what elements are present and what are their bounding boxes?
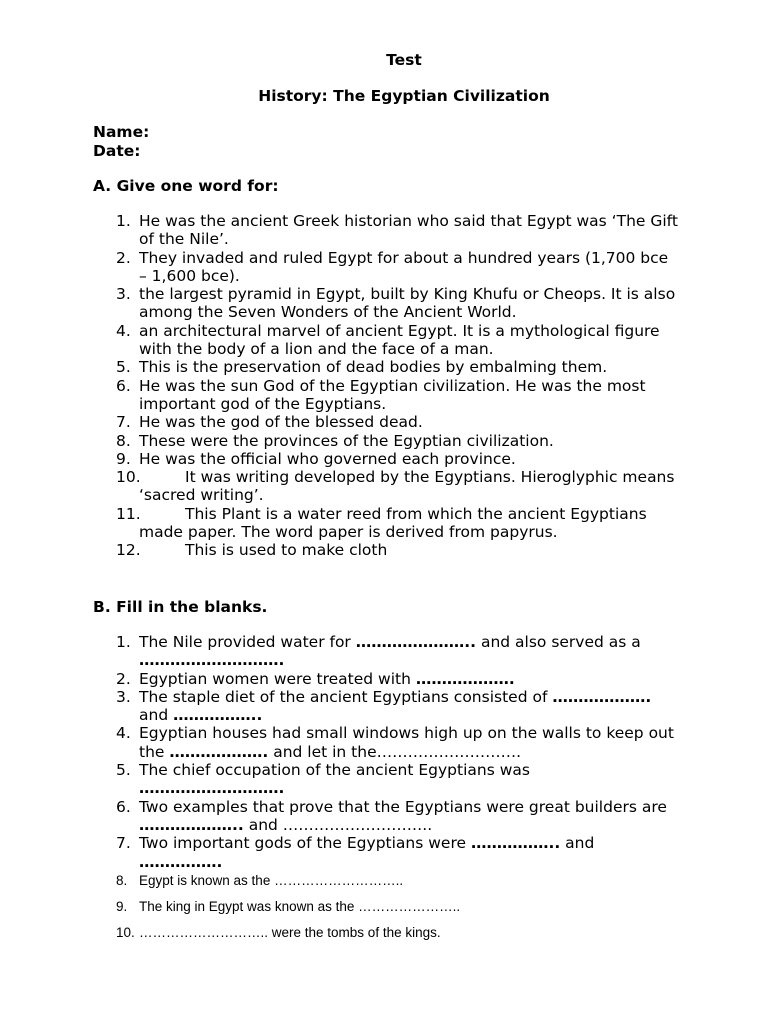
item-text: It was writing developed by the Egyptians. Hieroglyphic means ‘sacred writing’. (139, 468, 675, 505)
section-a-item (0, 212, 768, 249)
answer-blank: ……………………….. (274, 873, 404, 888)
section-b-item (0, 798, 768, 835)
section-b-item (0, 633, 768, 670)
section-b-list (0, 633, 768, 871)
item-text (139, 872, 679, 890)
item-number: 4. (116, 321, 131, 340)
item-text-part: Egypt is known as the (139, 873, 275, 888)
item-text (139, 724, 679, 761)
item-number: 11. (116, 504, 141, 523)
item-number: 9. (116, 899, 128, 914)
item-text: This is used to make cloth (185, 541, 388, 560)
item-text-part: and let in the (268, 742, 377, 761)
section-a-item (0, 358, 768, 376)
item-text (139, 898, 679, 916)
item-text-part: and also served as a (476, 633, 641, 651)
section-b-item (0, 834, 768, 871)
answer-blank: ……………….. (139, 815, 244, 834)
date-label: Date: (93, 141, 141, 160)
section-b-extra-list (0, 872, 768, 950)
item-text-part: The king in Egypt was known as the (139, 899, 359, 914)
item-number: 10. (116, 925, 135, 940)
item-text: He was the sun God of the Egyptian civilization. He was the most important god of the Egyptians. (139, 376, 646, 413)
item-text (139, 633, 679, 670)
section-a-item (0, 377, 768, 414)
answer-blank: ………………….. (358, 899, 461, 914)
section-b-item (0, 872, 768, 898)
section-b-item (0, 924, 768, 950)
item-number: 9. (116, 449, 131, 468)
section-a-item (0, 432, 768, 450)
section-b-item (0, 724, 768, 761)
answer-blank: ………………………. (139, 779, 285, 798)
answer-blank: …………….. (470, 834, 561, 853)
item-text-part: The staple diet of the ancient Egyptians consisted of (139, 687, 553, 706)
answer-blank: ………………………. (139, 651, 285, 670)
item-number: 7. (116, 413, 131, 432)
section-a-item (0, 413, 768, 431)
item-text-part: and (139, 706, 174, 725)
item-text (139, 670, 679, 688)
item-number: 4. (116, 724, 131, 743)
item-text-part: The chief occupation of the ancient Egyptians was (139, 761, 530, 780)
item-text: This is the preservation of dead bodies by embalming them. (139, 358, 608, 377)
item-number: 10. (116, 468, 141, 487)
item-text-part: and (243, 815, 283, 834)
item-number: 3. (116, 285, 131, 304)
section-a-item (0, 450, 768, 468)
item-text: These were the provinces of the Egyptian civilization. (139, 431, 554, 450)
answer-blank: ………………. (552, 687, 652, 706)
section-b-heading: B. Fill in the blanks. (93, 598, 268, 616)
item-number: 6. (116, 376, 131, 395)
item-text (139, 924, 679, 942)
item-text-part: and (560, 834, 595, 853)
item-text-part: ………………………. (376, 742, 522, 761)
answer-blank: ………………. (415, 669, 515, 688)
item-number: 1. (116, 212, 131, 230)
item-number: 7. (116, 834, 131, 853)
item-number: 1. (116, 633, 131, 651)
section-b-item (0, 670, 768, 688)
answer-blank: ……………. (139, 852, 223, 871)
section-a-list (0, 212, 768, 560)
document-title: History: The Egyptian Civilization (258, 87, 550, 105)
section-b-item (0, 688, 768, 725)
section-a-item (0, 468, 768, 505)
item-number: 8. (116, 431, 131, 450)
name-label: Name: (93, 123, 150, 141)
item-number: 8. (116, 873, 128, 888)
section-a-heading: A. Give one word for: (93, 177, 279, 195)
section-b-item (0, 898, 768, 924)
item-text: the largest pyramid in Egypt, built by King Khufu or Cheops. It is also among the Seven Wonders of the Ancient World. (139, 285, 676, 322)
item-text: This Plant is a water reed from which the ancient Egyptians made paper. The word paper is derived from papyrus. (139, 504, 647, 542)
item-number: 2. (116, 669, 131, 688)
answer-blank: ………………….. (355, 633, 477, 651)
item-text-part: The Nile provided water for (139, 633, 356, 651)
item-number: 5. (116, 358, 131, 377)
item-text: an architectural marvel of ancient Egypt. It is a mythological figure with the body of a lion and the face of a man. (139, 321, 660, 359)
item-number: 3. (116, 687, 131, 706)
section-b-item (0, 761, 768, 798)
section-a-item (0, 322, 768, 359)
section-a-item (0, 541, 768, 559)
item-text-part: Two examples that prove that the Egyptians were great builders are (139, 797, 667, 816)
item-text-part: Two important gods of the Egyptians were (139, 834, 471, 853)
item-number: 5. (116, 761, 131, 780)
item-text: He was the official who governed each province. (139, 449, 516, 468)
answer-blank: …………….. (173, 706, 263, 725)
item-text-part: Egyptian houses had small windows high up on the walls to keep out the (139, 724, 674, 761)
item-text (139, 798, 679, 835)
item-number: 12. (116, 541, 141, 560)
item-text-part: ……………………….. (282, 815, 433, 834)
answer-blank: ……………………….. (139, 925, 269, 940)
item-text (139, 688, 679, 725)
section-a-item (0, 249, 768, 286)
answer-blank: ………………. (169, 742, 269, 761)
item-text: They invaded and ruled Egypt for about a hundred years (1,700 bce – 1,600 bce). (139, 248, 669, 285)
item-text-part: were the tombs of the kings. (268, 925, 441, 940)
section-a-item (0, 285, 768, 322)
item-text-part: Egyptian women were treated with (139, 669, 416, 688)
section-a-item (0, 505, 768, 542)
item-text: He was the ancient Greek historian who said that Egypt was ‘The Gift of the Nile’. (139, 212, 678, 249)
item-text (139, 761, 679, 798)
item-text (139, 834, 679, 871)
item-number: 6. (116, 797, 131, 816)
item-text: He was the god of the blessed dead. (139, 413, 423, 432)
item-number: 2. (116, 248, 131, 267)
test-label: Test (386, 51, 422, 69)
